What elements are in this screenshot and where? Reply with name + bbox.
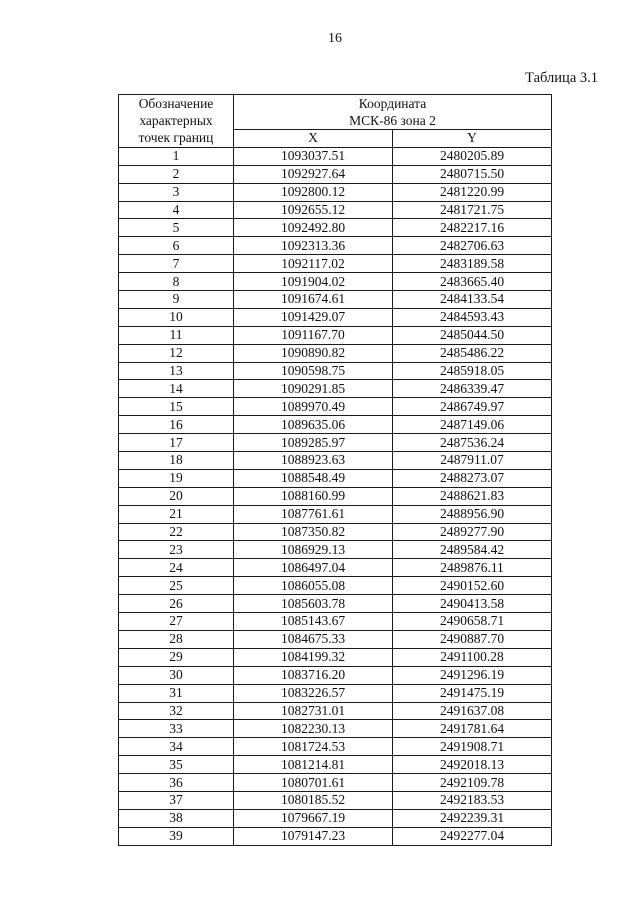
point-header-line-2: характерных — [139, 113, 213, 129]
y-coordinate-cell: 2484133.54 — [393, 291, 552, 309]
x-coordinate-cell: 1091167.70 — [234, 326, 393, 344]
x-coordinate-cell: 1091674.61 — [234, 291, 393, 309]
y-coordinate-cell: 2482706.63 — [393, 237, 552, 255]
table-row — [119, 147, 552, 165]
y-coordinate-cell: 2490152.60 — [393, 577, 552, 595]
x-coordinate-cell: 1092655.12 — [234, 201, 393, 219]
x-coordinate-cell: 1082731.01 — [234, 702, 393, 720]
x-coordinate-cell: 1082230.13 — [234, 720, 393, 738]
point-number-cell: 26 — [119, 595, 234, 613]
table-row — [119, 577, 552, 595]
point-number-cell: 31 — [119, 684, 234, 702]
x-coordinate-cell: 1091904.02 — [234, 273, 393, 291]
table-row — [119, 756, 552, 774]
table-row — [119, 183, 552, 201]
table-row — [119, 541, 552, 559]
table-row — [119, 827, 552, 845]
point-number-cell: 5 — [119, 219, 234, 237]
x-coordinate-cell: 1088548.49 — [234, 469, 393, 487]
table-row — [119, 165, 552, 183]
table-caption: Таблица 3.1 — [525, 70, 598, 86]
y-coordinate-cell: 2489277.90 — [393, 523, 552, 541]
point-number-cell: 21 — [119, 505, 234, 523]
x-coordinate-cell: 1086497.04 — [234, 559, 393, 577]
coordinate-system-header — [234, 95, 552, 130]
table-row — [119, 559, 552, 577]
point-number-cell: 25 — [119, 577, 234, 595]
x-coordinate-cell: 1081724.53 — [234, 738, 393, 756]
table-row — [119, 613, 552, 631]
x-coordinate-cell: 1092492.80 — [234, 219, 393, 237]
point-number-cell: 37 — [119, 791, 234, 809]
point-number-cell: 29 — [119, 648, 234, 666]
table-row — [119, 684, 552, 702]
point-number-cell: 39 — [119, 827, 234, 845]
point-number-cell: 19 — [119, 469, 234, 487]
x-coordinate-cell: 1085143.67 — [234, 613, 393, 631]
y-coordinate-cell: 2492109.78 — [393, 774, 552, 792]
point-number-cell: 38 — [119, 809, 234, 827]
y-coordinate-cell: 2490887.70 — [393, 630, 552, 648]
x-coordinate-cell: 1079147.23 — [234, 827, 393, 845]
x-coordinate-cell: 1090890.82 — [234, 344, 393, 362]
table-row — [119, 487, 552, 505]
table-row — [119, 255, 552, 273]
y-coordinate-cell: 2490658.71 — [393, 613, 552, 631]
y-coordinate-cell: 2491100.28 — [393, 648, 552, 666]
point-number-cell: 24 — [119, 559, 234, 577]
y-coordinate-cell: 2491908.71 — [393, 738, 552, 756]
x-coordinate-cell: 1080701.61 — [234, 774, 393, 792]
x-coordinate-cell: 1089970.49 — [234, 398, 393, 416]
table-row — [119, 344, 552, 362]
point-number-cell: 16 — [119, 416, 234, 434]
table-row — [119, 505, 552, 523]
point-number-cell: 22 — [119, 523, 234, 541]
table-body — [119, 147, 552, 845]
point-number-cell: 17 — [119, 434, 234, 452]
point-number-cell: 8 — [119, 273, 234, 291]
point-designation-header — [119, 95, 234, 148]
y-coordinate-cell: 2485918.05 — [393, 362, 552, 380]
y-coordinate-cell: 2487536.24 — [393, 434, 552, 452]
y-coordinate-cell: 2484593.43 — [393, 308, 552, 326]
table-row — [119, 648, 552, 666]
point-number-cell: 6 — [119, 237, 234, 255]
point-number-cell: 33 — [119, 720, 234, 738]
point-header-line-3: точек границ — [138, 130, 214, 146]
x-coordinate-cell: 1086929.13 — [234, 541, 393, 559]
table-row — [119, 452, 552, 470]
x-coordinate-cell: 1092313.36 — [234, 237, 393, 255]
point-number-cell: 27 — [119, 613, 234, 631]
x-coordinate-cell: 1080185.52 — [234, 791, 393, 809]
table-row — [119, 630, 552, 648]
table-row — [119, 774, 552, 792]
y-coordinate-cell: 2489584.42 — [393, 541, 552, 559]
y-coordinate-cell: 2481220.99 — [393, 183, 552, 201]
point-number-cell: 32 — [119, 702, 234, 720]
y-coordinate-cell: 2491296.19 — [393, 666, 552, 684]
table-row — [119, 219, 552, 237]
x-coordinate-cell: 1085603.78 — [234, 595, 393, 613]
coordinate-header-line-1: Координата — [358, 96, 427, 111]
y-coordinate-cell: 2486339.47 — [393, 380, 552, 398]
table-row — [119, 791, 552, 809]
point-number-cell: 4 — [119, 201, 234, 219]
table-row — [119, 398, 552, 416]
point-number-cell: 9 — [119, 291, 234, 309]
x-coordinate-cell: 1086055.08 — [234, 577, 393, 595]
point-number-cell: 12 — [119, 344, 234, 362]
point-number-cell: 11 — [119, 326, 234, 344]
y-coordinate-cell: 2488273.07 — [393, 469, 552, 487]
point-number-cell: 1 — [119, 147, 234, 165]
x-coordinate-cell: 1089635.06 — [234, 416, 393, 434]
x-coordinate-cell: 1088160.99 — [234, 487, 393, 505]
point-number-cell: 34 — [119, 738, 234, 756]
table-row — [119, 595, 552, 613]
y-coordinate-cell: 2492239.31 — [393, 809, 552, 827]
header-row-top — [119, 95, 552, 130]
y-coordinate-cell: 2488621.83 — [393, 487, 552, 505]
y-coordinate-cell: 2481721.75 — [393, 201, 552, 219]
point-number-cell: 10 — [119, 308, 234, 326]
y-coordinate-cell: 2483665.40 — [393, 273, 552, 291]
y-coordinate-cell: 2480715.50 — [393, 165, 552, 183]
table-row — [119, 720, 552, 738]
x-coordinate-cell: 1092800.12 — [234, 183, 393, 201]
x-coordinate-cell: 1083226.57 — [234, 684, 393, 702]
point-number-cell: 14 — [119, 380, 234, 398]
table-row — [119, 237, 552, 255]
y-coordinate-cell: 2490413.58 — [393, 595, 552, 613]
table-row — [119, 416, 552, 434]
point-number-cell: 7 — [119, 255, 234, 273]
table-row — [119, 308, 552, 326]
y-coordinate-cell: 2482217.16 — [393, 219, 552, 237]
y-coordinate-cell: 2480205.89 — [393, 147, 552, 165]
x-coordinate-cell: 1089285.97 — [234, 434, 393, 452]
x-coordinate-cell: 1087761.61 — [234, 505, 393, 523]
x-coordinate-cell: 1093037.51 — [234, 147, 393, 165]
point-number-cell: 35 — [119, 756, 234, 774]
x-coordinate-cell: 1084675.33 — [234, 630, 393, 648]
x-coordinate-cell: 1084199.32 — [234, 648, 393, 666]
y-coordinate-cell: 2485486.22 — [393, 344, 552, 362]
y-coordinate-cell: 2492277.04 — [393, 827, 552, 845]
point-number-cell: 30 — [119, 666, 234, 684]
page-number: 16 — [328, 31, 342, 46]
y-coordinate-cell: 2487149.06 — [393, 416, 552, 434]
table-row — [119, 201, 552, 219]
point-number-cell: 13 — [119, 362, 234, 380]
point-header-line-1: Обозначение — [138, 96, 214, 112]
point-number-cell: 3 — [119, 183, 234, 201]
y-coordinate-cell: 2492183.53 — [393, 791, 552, 809]
y-coordinate-cell: 2486749.97 — [393, 398, 552, 416]
x-coordinate-cell: 1083716.20 — [234, 666, 393, 684]
point-number-cell: 15 — [119, 398, 234, 416]
y-coordinate-cell: 2491781.64 — [393, 720, 552, 738]
table-row — [119, 362, 552, 380]
y-coordinate-cell: 2485044.50 — [393, 326, 552, 344]
x-coordinate-cell: 1088923.63 — [234, 452, 393, 470]
table-row — [119, 326, 552, 344]
y-coordinate-cell: 2488956.90 — [393, 505, 552, 523]
point-number-cell: 36 — [119, 774, 234, 792]
y-coordinate-cell: 2487911.07 — [393, 452, 552, 470]
table-row — [119, 291, 552, 309]
y-coordinate-cell: 2491637.08 — [393, 702, 552, 720]
table-row — [119, 273, 552, 291]
x-coordinate-cell: 1087350.82 — [234, 523, 393, 541]
y-coordinate-cell: 2489876.11 — [393, 559, 552, 577]
point-number-cell: 2 — [119, 165, 234, 183]
y-column-header: Y — [393, 130, 552, 148]
point-number-cell: 20 — [119, 487, 234, 505]
y-coordinate-cell: 2492018.13 — [393, 756, 552, 774]
table-header — [119, 95, 552, 148]
table-row — [119, 809, 552, 827]
table-row — [119, 523, 552, 541]
point-number-cell: 18 — [119, 452, 234, 470]
x-coordinate-cell: 1090291.85 — [234, 380, 393, 398]
point-number-cell: 23 — [119, 541, 234, 559]
y-coordinate-cell: 2491475.19 — [393, 684, 552, 702]
x-coordinate-cell: 1092117.02 — [234, 255, 393, 273]
x-coordinate-cell: 1092927.64 — [234, 165, 393, 183]
table-row — [119, 434, 552, 452]
x-coordinate-cell: 1090598.75 — [234, 362, 393, 380]
y-coordinate-cell: 2483189.58 — [393, 255, 552, 273]
point-number-cell: 28 — [119, 630, 234, 648]
table-row — [119, 738, 552, 756]
table-row — [119, 380, 552, 398]
coordinate-header-line-2: МСК-86 зона 2 — [349, 113, 436, 128]
table-row — [119, 666, 552, 684]
x-coordinate-cell: 1079667.19 — [234, 809, 393, 827]
x-column-header: X — [234, 130, 393, 148]
x-coordinate-cell: 1091429.07 — [234, 308, 393, 326]
table-row — [119, 469, 552, 487]
table-row — [119, 702, 552, 720]
coordinates-table — [118, 94, 552, 846]
x-coordinate-cell: 1081214.81 — [234, 756, 393, 774]
